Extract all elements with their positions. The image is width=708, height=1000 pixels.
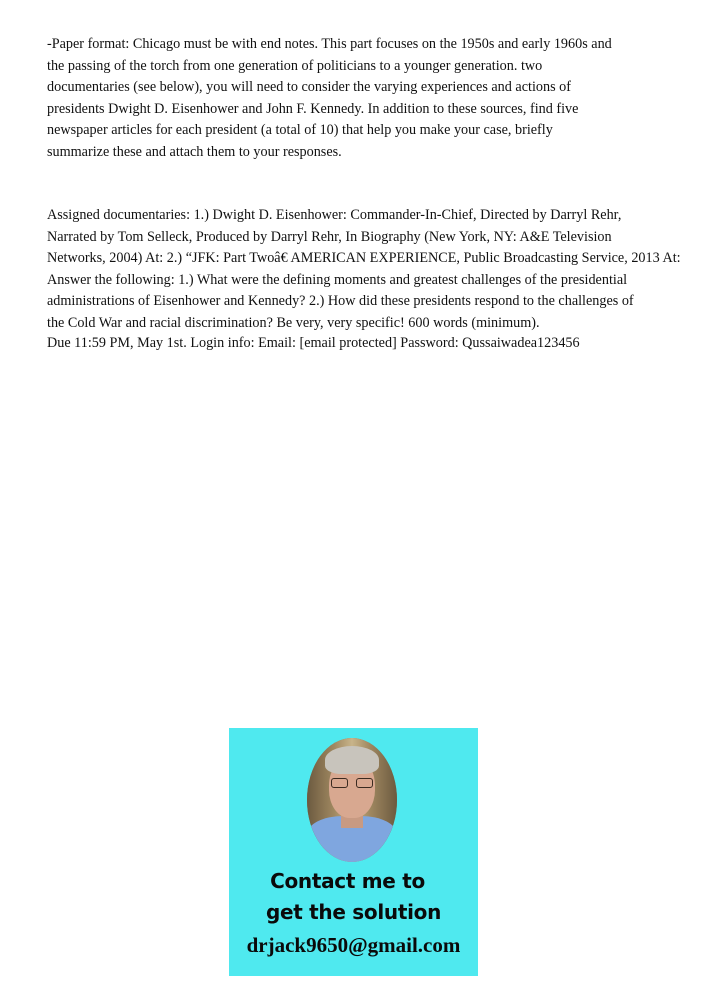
text-line: Answer the following: 1.) What were the defining moments and greatest challenges of the presidential [47,271,628,288]
glasses-icon [331,778,373,788]
text-line: Due 11:59 PM, May 1st. Login info: Email: [email protected] Password: Qussaiwadea123456 [47,335,580,351]
contact-ad-banner[interactable] [229,728,478,976]
text-line: Narrated by Tom Selleck, Produced by Darryl Rehr, In Biography (New York, NY: A&E Television [47,228,612,245]
paragraph-paper-format [47,34,612,164]
portrait-photo [307,738,397,862]
text-line: summarize these and attach them to your responses. [47,143,342,160]
cta-line-1: Contact me to [270,869,425,893]
paragraph-assigned-documentaries [47,205,681,335]
text-line: the Cold War and racial discrimination? Be very, very specific! 600 words (minimum). [47,314,540,331]
contact-email[interactable]: drjack9650@gmail.com [246,933,461,957]
text-line: Networks, 2004) At: 2.) “JFK: Part Twoâ€ AMERICAN EXPERIENCE, Public Broadcasting Service, 2013 At: [47,250,681,267]
text-line: documentaries (see below), you will need to consider the varying experiences and actions of [47,79,571,96]
text-line: Assigned documentaries: 1.) Dwight D. Eisenhower: Commander-In-Chief, Directed by Darryl Rehr, [47,207,622,223]
text-line: administrations of Eisenhower and Kennedy? 2.) How did these presidents respond to the challenges of [47,293,634,310]
text-line: the passing of the torch from one generation of politicians to a younger generation. two [47,57,543,74]
paragraph-due-date [47,333,580,355]
text-line: presidents Dwight D. Eisenhower and John F. Kennedy. In addition to these sources, find five [47,100,579,117]
cta-line-2: get the solution [265,900,442,924]
text-line: -Paper format: Chicago must be with end notes. This part focuses on the 1950s and early 1960s and [47,36,612,52]
text-line: newspaper articles for each president (a total of 10) that help you make your case, briefly [47,122,553,139]
